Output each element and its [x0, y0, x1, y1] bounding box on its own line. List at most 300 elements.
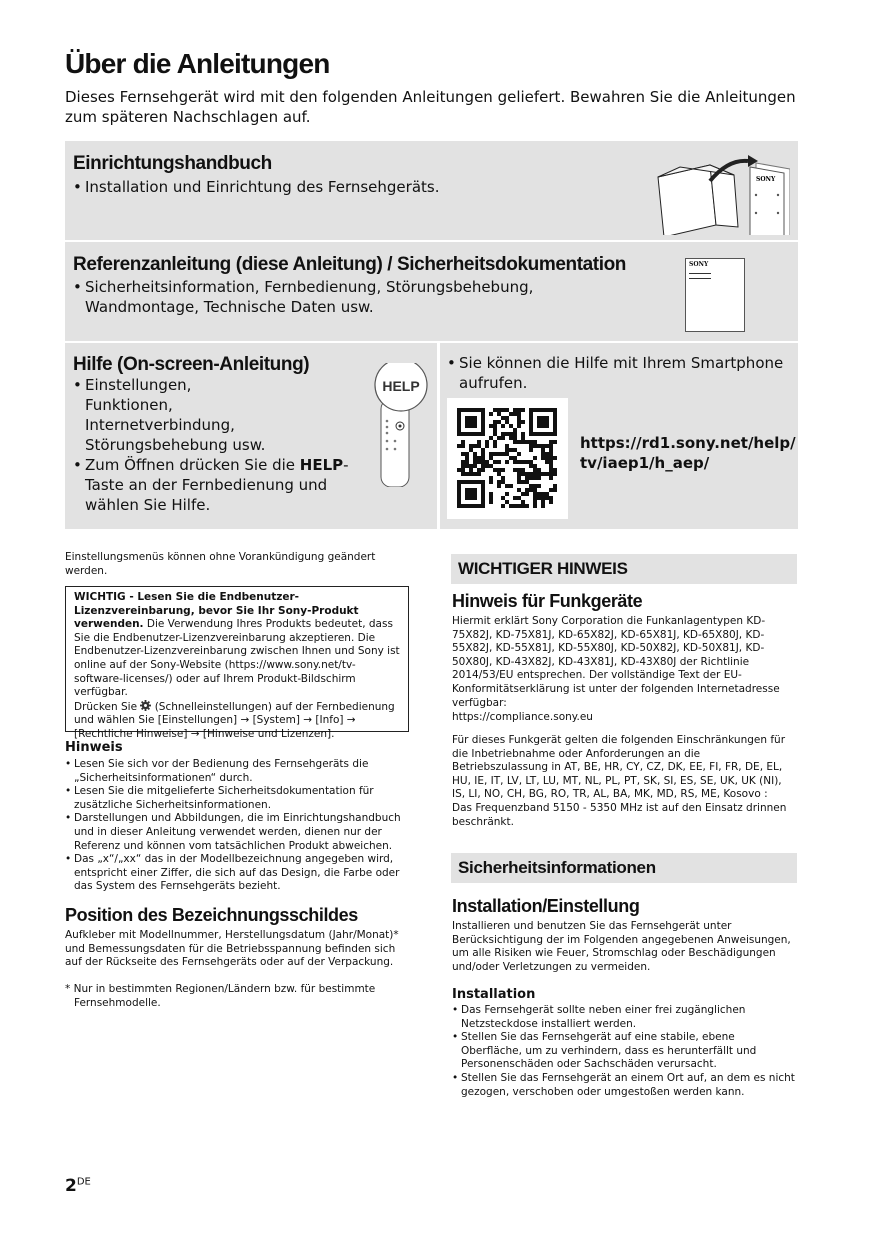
qr-module [517, 472, 521, 476]
qr-module [509, 432, 513, 436]
qr-module [481, 420, 485, 424]
qr-module [461, 432, 465, 436]
qr-module [505, 432, 509, 436]
qr-module [461, 440, 465, 444]
qr-module [497, 436, 501, 440]
smartphone-help-bullet: • Sie können die Hilfe mit Ihrem Smartphone aufrufen. [447, 353, 787, 393]
qr-module [517, 440, 521, 444]
qr-module [537, 420, 541, 424]
remote-control-illustration [373, 363, 431, 487]
qr-module [481, 488, 485, 492]
qr-module [457, 468, 461, 472]
qr-module [521, 408, 525, 412]
qr-module [493, 428, 497, 432]
qr-module [525, 440, 529, 444]
qr-module [461, 472, 465, 476]
qr-module [529, 440, 533, 444]
qr-module [529, 476, 533, 480]
qr-module [549, 460, 553, 464]
qr-module [553, 428, 557, 432]
qr-module [533, 444, 537, 448]
qr-module [457, 444, 461, 448]
page-title: Über die Anleitungen [65, 48, 330, 79]
qr-module [553, 432, 557, 436]
qr-module [521, 492, 525, 496]
qr-module [513, 440, 517, 444]
qr-module [477, 444, 481, 448]
qr-module [461, 464, 465, 468]
qr-module [465, 416, 469, 420]
reference-booklet-illustration [685, 258, 745, 332]
qr-module [493, 452, 497, 456]
qr-module [549, 476, 553, 480]
qr-module [533, 504, 537, 508]
qr-module [473, 408, 477, 412]
reference-guide-title: Referenzanleitung (diese Anleitung) / Sicherheitsdokumentation [73, 254, 627, 275]
qr-module [473, 488, 477, 492]
qr-module [553, 484, 557, 488]
qr-module [517, 488, 521, 492]
qr-module [469, 408, 473, 412]
safety-info-heading: Sicherheitsinformationen [458, 858, 656, 877]
qr-module [501, 408, 505, 412]
qr-module [457, 500, 461, 504]
qr-module [481, 468, 485, 472]
help-guide-panel [65, 343, 437, 529]
hinweis-item: • Darstellungen und Abbildungen, die im Einrichtungshandbuch und in dieser Anleitung verwendet werden, dienen nur der Referenz und können vom tatsächlichen Produkt abweichen. [65, 812, 410, 853]
help-guide-bullet-1: • Einstellungen, Funktionen, Internetverbindung, Störungsbehebung usw. [73, 375, 275, 455]
qr-module [517, 480, 521, 484]
qr-module [529, 408, 533, 412]
radio-notice-title: Hinweis für Funkgeräte [452, 591, 643, 611]
help-url-line-1[interactable]: https://rd1.sony.net/help/ [580, 434, 796, 452]
qr-module [537, 472, 541, 476]
qr-module [545, 456, 549, 460]
qr-module [545, 460, 549, 464]
qr-module [477, 504, 481, 508]
qr-module [461, 460, 465, 464]
installation-setup-text: Installieren und benutzen Sie das Fernsehgerät unter Berücksichtigung der im Folgenden angegebenen Anweisungen, um alle Risiken wie Feuer, Stromschlag oder Beschädigungen und/oder Verletzungen zu vermeiden. [452, 920, 791, 973]
important-notice-heading: WICHTIGER HINWEIS [458, 559, 628, 578]
qr-module [553, 408, 557, 412]
setup-guide-bullet: • Installation und Einrichtung des Fernsehgeräts. [73, 177, 593, 197]
installation-item: • Stellen Sie das Fernsehgerät auf eine stabile, ebene Oberfläche, um zu verhindern, dass es herunterfällt und Personenschäden oder Sachschäden verursacht. [452, 1031, 797, 1072]
qr-module [533, 464, 537, 468]
qr-module [549, 488, 553, 492]
qr-module [537, 408, 541, 412]
important-notice-band [451, 554, 797, 584]
help-key-name: HELP [299, 456, 344, 474]
qr-module [473, 452, 477, 456]
qr-module [489, 456, 493, 460]
qr-module [553, 424, 557, 428]
qr-module [481, 416, 485, 420]
qr-module [473, 472, 477, 476]
qr-module [545, 492, 549, 496]
qr-module [529, 412, 533, 416]
qr-module [465, 492, 469, 496]
qr-module [461, 480, 465, 484]
qr-module [469, 432, 473, 436]
qr-module [545, 416, 549, 420]
qr-module [529, 432, 533, 436]
qr-module [529, 428, 533, 432]
qr-module [505, 416, 509, 420]
qr-module [493, 408, 497, 412]
qr-module [497, 452, 501, 456]
qr-module [469, 468, 473, 472]
qr-module [517, 424, 521, 428]
smartphone-help-list [447, 353, 787, 393]
reference-guide-list [73, 277, 543, 317]
qr-module [489, 436, 493, 440]
qr-module [525, 472, 529, 476]
qr-module [481, 460, 485, 464]
qr-module [505, 460, 509, 464]
qr-module [481, 412, 485, 416]
compliance-url[interactable]: https://compliance.sony.eu [452, 711, 593, 723]
qr-module [521, 436, 525, 440]
qr-module [553, 488, 557, 492]
qr-module [465, 420, 469, 424]
qr-module [497, 408, 501, 412]
qr-module [521, 440, 525, 444]
qr-module [525, 476, 529, 480]
qr-module [481, 480, 485, 484]
qr-module [521, 420, 525, 424]
qr-module [509, 504, 513, 508]
eula-warning-box [65, 586, 409, 740]
qr-module [457, 424, 461, 428]
qr-module [473, 444, 477, 448]
qr-module [465, 472, 469, 476]
qr-module [541, 472, 545, 476]
qr-module [497, 472, 501, 476]
qr-module [529, 464, 533, 468]
tv-box-illustration [650, 155, 790, 235]
qr-module [549, 448, 553, 452]
hinweis-item: • Lesen Sie sich vor der Bedienung des Fernsehgeräts die „Sicherheitsinformationen“ durch. [65, 758, 410, 785]
qr-module [553, 412, 557, 416]
qr-module [529, 484, 533, 488]
qr-module [469, 504, 473, 508]
qr-module [469, 416, 473, 420]
qr-module [529, 416, 533, 420]
qr-module [457, 412, 461, 416]
qr-module [537, 424, 541, 428]
qr-module [541, 456, 545, 460]
setup-guide-list [73, 177, 593, 197]
qr-module [481, 424, 485, 428]
qr-module [501, 476, 505, 480]
qr-module [537, 484, 541, 488]
qr-module [541, 448, 545, 452]
qr-module [553, 472, 557, 476]
qr-module [549, 464, 553, 468]
qr-module [509, 424, 513, 428]
help-url-line-2[interactable]: tv/iaep1/h_aep/ [580, 454, 710, 472]
qr-module [513, 428, 517, 432]
qr-module [541, 420, 545, 424]
page-language: DE [76, 1176, 91, 1188]
qr-module [537, 468, 541, 472]
qr-module [545, 452, 549, 456]
qr-module [553, 420, 557, 424]
qr-module [541, 416, 545, 420]
qr-module [481, 500, 485, 504]
help-url[interactable] [580, 433, 796, 473]
qr-module [509, 484, 513, 488]
qr-module [501, 416, 505, 420]
qr-module [533, 456, 537, 460]
qr-module [541, 444, 545, 448]
qr-module [473, 504, 477, 508]
qr-module [541, 492, 545, 496]
qr-module [525, 460, 529, 464]
radio-notice-text: Hiermit erklärt Sony Corporation die Funkanlagentypen KD-75X82J, KD-75X81J, KD-65X82J, KD-65X81J, KD-65X80J, KD-55X82J, KD-55X81J, KD-55X80J, KD-50X82J, KD-50X81J, KD-50X80J, KD-43X82J, KD-43X81J, KD-43X80J der Richtlinie 2014/53/EU entsprechen. Der vollständige Text der EU-Konformitätserklärung ist unter der folgenden Internetadresse verfügbar: [452, 615, 780, 709]
qr-module [521, 468, 525, 472]
qr-module [477, 456, 481, 460]
qr-module [473, 424, 477, 428]
qr-module [465, 452, 469, 456]
qr-module [545, 420, 549, 424]
qr-module [533, 488, 537, 492]
qr-module [493, 432, 497, 436]
qr-module [489, 412, 493, 416]
installation-title: Installation [452, 987, 536, 1002]
eula-press-pre: Drücken Sie [74, 700, 141, 713]
qr-module [545, 408, 549, 412]
qr-module [457, 492, 461, 496]
qr-module [473, 480, 477, 484]
qr-code[interactable] [447, 398, 568, 519]
qr-module [549, 452, 553, 456]
qr-module [513, 504, 517, 508]
qr-module [493, 444, 497, 448]
qr-module [537, 492, 541, 496]
qr-module [489, 496, 493, 500]
qr-module [537, 444, 541, 448]
qr-module [481, 452, 485, 456]
qr-module [493, 468, 497, 472]
qr-module [533, 408, 537, 412]
help-guide-bullet-2-pre: Zum Öffnen drücken Sie die [85, 456, 300, 474]
qr-module [497, 468, 501, 472]
qr-module [485, 440, 489, 444]
label-position-text: Aufkleber mit Modellnummer, Herstellungsdatum (Jahr/Monat)* und Bemessungsdaten für die Betriebsspannung befinden sich auf der Rückseite des Fernsehgeräts oder auf der Verpackung. [65, 929, 399, 969]
hinweis-title: Hinweis [65, 740, 123, 755]
qr-module [513, 468, 517, 472]
qr-module [505, 484, 509, 488]
page-number [65, 1176, 91, 1196]
qr-module [541, 452, 545, 456]
qr-module [545, 472, 549, 476]
qr-module [521, 480, 525, 484]
qr-module [517, 496, 521, 500]
qr-module [541, 424, 545, 428]
qr-module [481, 504, 485, 508]
qr-module [477, 408, 481, 412]
hinweis-list [65, 758, 410, 894]
gear-icon [140, 700, 151, 711]
qr-module [517, 420, 521, 424]
qr-module [517, 452, 521, 456]
installation-item: • Das Fernsehgerät sollte neben einer frei zugänglichen Netzsteckdose installiert werden. [452, 1004, 797, 1031]
qr-module [457, 420, 461, 424]
qr-module [497, 420, 501, 424]
qr-module [513, 460, 517, 464]
footnote: * Nur in bestimmten Regionen/Ländern bzw. für bestimmte Fernsehmodelle. [65, 983, 376, 1009]
qr-module [501, 452, 505, 456]
qr-module [493, 440, 497, 444]
setup-booklet-brand: SONY [756, 176, 776, 183]
qr-module [457, 428, 461, 432]
qr-module [549, 408, 553, 412]
qr-module [469, 488, 473, 492]
qr-module [493, 420, 497, 424]
qr-module [481, 456, 485, 460]
qr-module [465, 408, 469, 412]
qr-module [549, 468, 553, 472]
qr-module [457, 488, 461, 492]
qr-module [473, 420, 477, 424]
installation-list [452, 1004, 797, 1099]
qr-module [477, 480, 481, 484]
qr-module [489, 476, 493, 480]
qr-module [521, 472, 525, 476]
qr-module [477, 440, 481, 444]
setup-guide-panel [65, 141, 798, 240]
hinweis-item: • Das „x“/„xx“ das in der Modellbezeichnung angegeben wird, entspricht einer Ziffer, die sich auf das Design, die Farbe oder das System des Fernsehgeräts bezieht. [65, 853, 410, 894]
qr-module [529, 424, 533, 428]
qr-module [473, 432, 477, 436]
qr-module [465, 432, 469, 436]
qr-module [501, 504, 505, 508]
qr-module [533, 484, 537, 488]
qr-module [505, 500, 509, 504]
qr-module [465, 424, 469, 428]
qr-module [541, 504, 545, 508]
qr-module [477, 472, 481, 476]
qr-module [501, 480, 505, 484]
qr-module [517, 504, 521, 508]
qr-module [457, 504, 461, 508]
qr-module [477, 460, 481, 464]
qr-module [457, 480, 461, 484]
qr-module [549, 500, 553, 504]
qr-module [465, 496, 469, 500]
qr-module [469, 420, 473, 424]
qr-module [521, 504, 525, 508]
qr-module [513, 456, 517, 460]
qr-module [513, 436, 517, 440]
eula-warning-bold: WICHTIG - Lesen Sie die Endbenutzer-Lizenzvereinbarung, bevor Sie Ihr Sony-Produkt verwenden. [74, 591, 359, 631]
qr-module [533, 476, 537, 480]
qr-module [529, 420, 533, 424]
qr-module [489, 500, 493, 504]
qr-code-pattern [447, 398, 568, 519]
menu-change-note: Einstellungsmenüs können ohne Vorankündigung geändert werden. [65, 551, 376, 577]
qr-module [493, 460, 497, 464]
qr-module [525, 504, 529, 508]
qr-module [485, 460, 489, 464]
qr-module [505, 448, 509, 452]
qr-module [485, 444, 489, 448]
qr-module [505, 492, 509, 496]
qr-module [545, 424, 549, 428]
qr-module [553, 456, 557, 460]
qr-module [465, 460, 469, 464]
qr-module [533, 468, 537, 472]
qr-module [457, 416, 461, 420]
qr-module [469, 492, 473, 496]
qr-module [457, 484, 461, 488]
qr-module [533, 432, 537, 436]
qr-module [457, 408, 461, 412]
qr-module [529, 444, 533, 448]
qr-module [513, 496, 517, 500]
qr-module [521, 500, 525, 504]
qr-module [513, 448, 517, 452]
qr-module [549, 472, 553, 476]
qr-module [489, 424, 493, 428]
qr-module [517, 460, 521, 464]
help-guide-bullet-2 [73, 455, 373, 515]
qr-module [549, 432, 553, 436]
qr-module [465, 488, 469, 492]
qr-module [505, 452, 509, 456]
help-button-label: HELP [382, 378, 420, 394]
qr-module [525, 488, 529, 492]
qr-module [461, 468, 465, 472]
qr-module [481, 492, 485, 496]
qr-module [461, 452, 465, 456]
qr-module [457, 432, 461, 436]
qr-module [517, 412, 521, 416]
qr-module [465, 504, 469, 508]
qr-module [473, 464, 477, 468]
qr-module [537, 416, 541, 420]
qr-module [529, 472, 533, 476]
qr-module [501, 496, 505, 500]
qr-module [521, 432, 525, 436]
qr-module [493, 424, 497, 428]
eula-warning-text [74, 591, 400, 698]
qr-module [537, 476, 541, 480]
eula-press-post: (Schnelleinstellungen) auf der Fernbedienung und wählen Sie [Einstellungen] → [System] → [Info] → [Rechtliche Hinweise] → [Hinweise und Lizenzen]. [74, 700, 395, 740]
label-position-title: Position des Bezeichnungsschildes [65, 905, 358, 925]
qr-module [473, 492, 477, 496]
qr-module [549, 496, 553, 500]
qr-module [505, 408, 509, 412]
qr-module [501, 468, 505, 472]
qr-module [553, 440, 557, 444]
qr-module [465, 464, 469, 468]
qr-module [549, 444, 553, 448]
qr-module [461, 444, 465, 448]
intro-text: Dieses Fernsehgerät wird mit den folgenden Anleitungen geliefert. Bewahren Sie die Anleitungen zum späteren Nachschlagen auf. [65, 88, 796, 126]
qr-module [481, 484, 485, 488]
qr-module [529, 448, 533, 452]
help-guide-bullet-2-post: -Taste an der Fernbedienung und wählen Sie Hilfe. [85, 456, 349, 514]
qr-module [533, 440, 537, 444]
qr-module [517, 416, 521, 420]
qr-module [461, 408, 465, 412]
qr-module [473, 456, 477, 460]
qr-module [469, 444, 473, 448]
qr-module [469, 472, 473, 476]
qr-module [509, 436, 513, 440]
